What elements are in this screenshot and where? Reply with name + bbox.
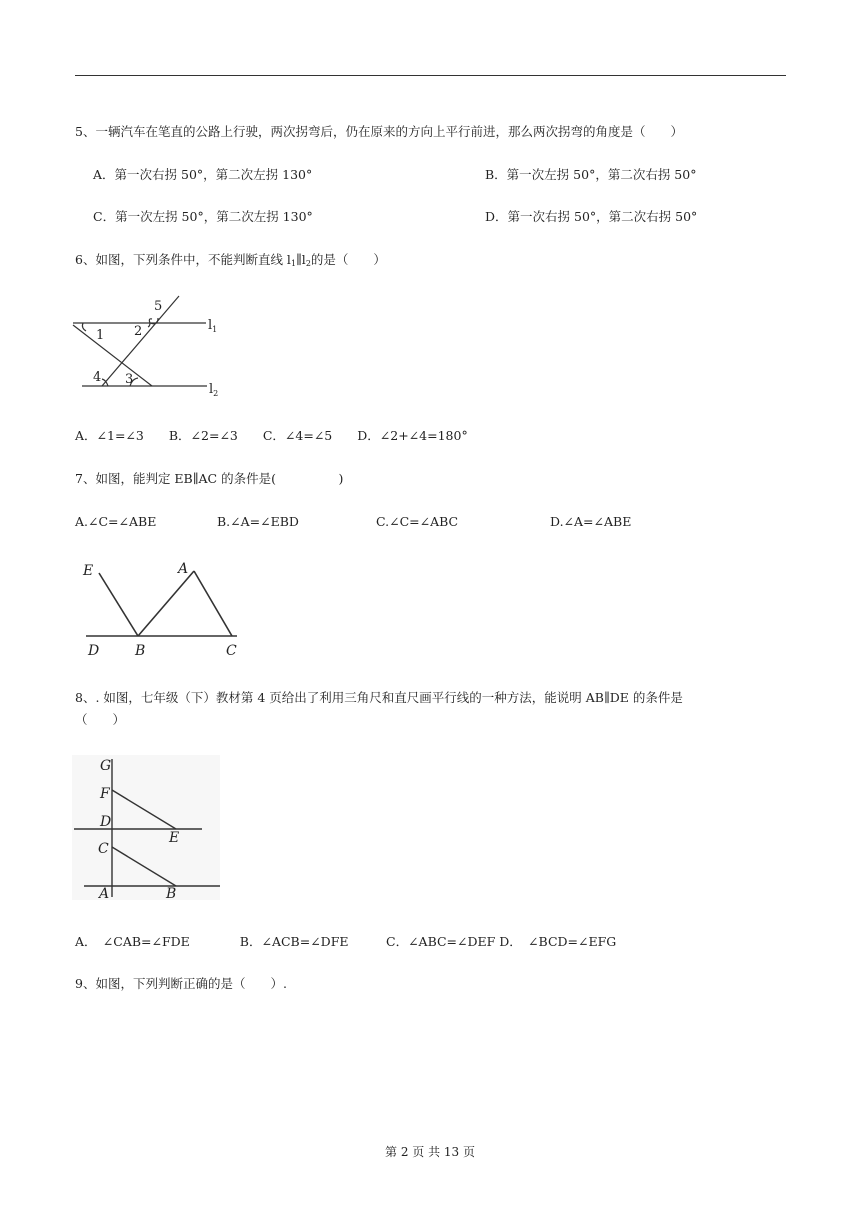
q6-figure (70, 292, 230, 402)
header-rule (75, 75, 786, 76)
q5-option-c: C．第一次左拐 50°，第二次左拐 130° (93, 209, 313, 224)
q6-stem-part3: 的是（ ） (310, 252, 386, 267)
q7-option-b: B.∠A=∠EBD (217, 514, 299, 529)
q6-options: A．∠1=∠3 B．∠2=∠3 C．∠4=∠5 D．∠2+∠4=180° (75, 428, 468, 443)
q8-label-d: D (100, 814, 112, 830)
q7-figure (80, 556, 250, 660)
q5-option-d: D．第一次右拐 50°，第二次右拐 50° (485, 209, 698, 224)
q6-stem-sub2: 2 (305, 259, 311, 268)
q7-label-a: A (178, 561, 189, 577)
q5-stem: 5、一辆汽车在笔直的公路上行驶，两次拐弯后，仍在原来的方向上平行前进，那么两次拐弯的角度是（ ） (75, 124, 683, 139)
q7-segment-ba (138, 571, 194, 636)
q7-label-e: E (83, 563, 94, 579)
q6-label-5: 5 (154, 299, 163, 314)
q6-stem-sub1: 1 (290, 259, 297, 268)
q6-label-l2: $l_2$ (209, 382, 219, 398)
q7-option-d: D.∠A=∠ABE (550, 514, 632, 529)
q6-angle-2-arc (148, 323, 150, 327)
q6-stem-part1: 6、如图，下列条件中，不能判断直线 l (75, 252, 291, 267)
q7-option-a: A.∠C=∠ABE (75, 514, 157, 529)
q7-label-b: B (135, 643, 146, 659)
q8-label-f: F (100, 786, 110, 802)
q5-option-b: B．第一次左拐 50°，第二次右拐 50° (485, 167, 697, 182)
q7-label-c: C (226, 643, 237, 659)
q8-figure (72, 755, 222, 905)
q6-angle-1-arc (82, 323, 86, 331)
q6-stem-part2: ∥l (296, 252, 306, 267)
q8-label-b: B (166, 886, 177, 902)
q6-stem (75, 252, 386, 272)
q5-option-a: A．第一次右拐 50°，第二次左拐 130° (93, 167, 313, 182)
q9-stem: 9、如图，下列判断正确的是（ ）. (75, 976, 287, 991)
q8-label-a: A (99, 886, 110, 902)
q7-segment-ac (194, 571, 232, 636)
q6-label-4: 4 (93, 370, 102, 385)
page-footer: 第 2 页 共 13 页 (385, 1145, 475, 1159)
q6-label-3: 3 (125, 372, 134, 387)
q7-option-c: C.∠C=∠ABC (376, 514, 459, 529)
q8-stem-line2: （ ） (75, 712, 126, 727)
q8-options: A． ∠CAB=∠FDE B．∠ACB=∠DFE C．∠ABC=∠DEF D． ∠BCD=∠EFG (75, 934, 617, 949)
q6-transversal-2 (102, 296, 179, 386)
q8-label-e: E (169, 830, 180, 846)
q8-label-g: G (100, 758, 112, 774)
q6-label-2: 2 (134, 324, 143, 339)
q6-label-l1: $l_1$ (208, 318, 218, 334)
q7-label-d: D (88, 643, 100, 659)
q8-figure-background (72, 755, 220, 900)
q6-label-1: 1 (96, 328, 105, 343)
q7-stem: 7、如图，能判定 EB∥AC 的条件是( ) (75, 471, 344, 486)
q8-label-c: C (98, 841, 109, 857)
q7-segment-eb (99, 573, 138, 636)
q8-stem-line1: 8、. 如图，七年级（下）教材第 4 页给出了利用三角尺和直尺画平行线的一种方法，能说明 AB∥DE 的条件是 (75, 690, 683, 705)
